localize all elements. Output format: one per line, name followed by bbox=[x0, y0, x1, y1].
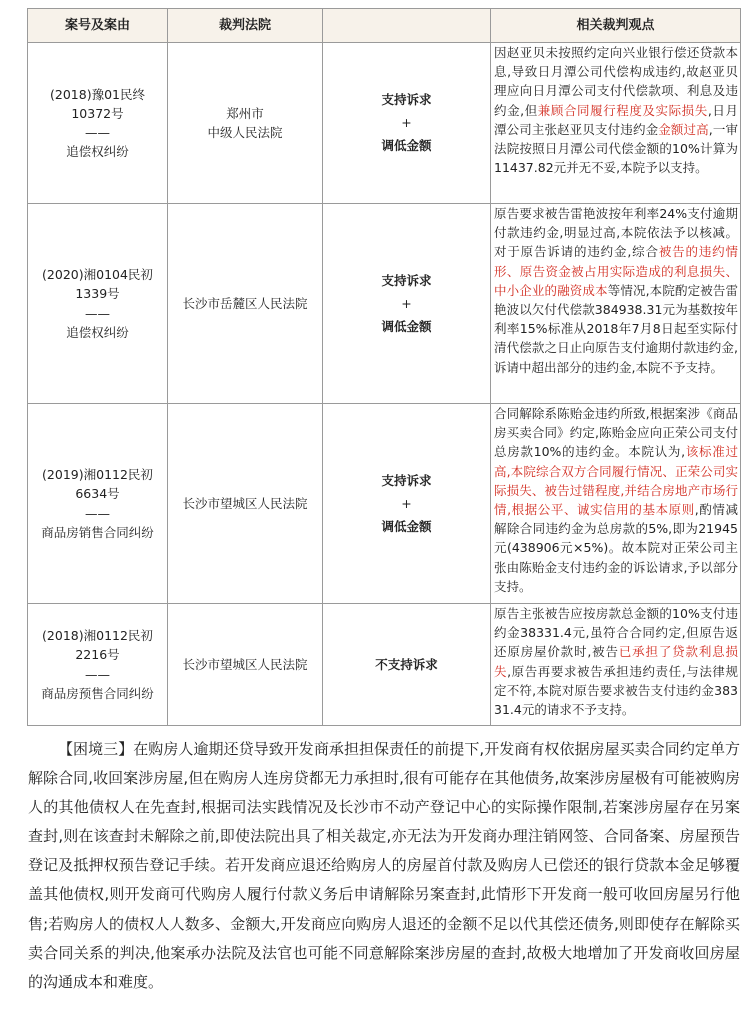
opinion-text: 等情况,本院酌定被告雷艳波以欠付代偿款384938.31元为基数按年利率15%标准从2018年7月8日起至实际付清代偿款之日止向原告支付逾期付款违约金,诉请中超出部分的违约金,本院不予支持。 bbox=[494, 282, 738, 375]
court-cell bbox=[168, 404, 323, 604]
table-row bbox=[28, 604, 741, 726]
result-sub: 调低金额 bbox=[381, 138, 432, 153]
court-name: 长沙市望城区人民法院 bbox=[182, 656, 308, 672]
opinion-text: ,酌情减解除合同违约金为总房款的5%,即为21945元(438906元×5%)。故本院对正荣公司主张由陈贻金支付违约金的诉讼请求,予以部分支持。 bbox=[494, 502, 738, 594]
opinion-highlight: 兼顾合同履行程度及实际损失 bbox=[537, 102, 708, 118]
opinion-cell bbox=[491, 43, 741, 204]
case-cell bbox=[28, 204, 168, 404]
result-plus: + bbox=[401, 495, 412, 511]
case-number: (2019)湘0112民初6634号 bbox=[42, 467, 153, 502]
case-cell bbox=[28, 604, 168, 726]
opinion-cell bbox=[491, 204, 741, 404]
case-table bbox=[27, 8, 741, 726]
result-main: 支持诉求 bbox=[381, 272, 432, 288]
court-name-line1: 郑州市 bbox=[226, 105, 264, 121]
case-cause: 追偿权纠纷 bbox=[66, 324, 129, 340]
table-row bbox=[28, 404, 741, 604]
result-plus: + bbox=[401, 295, 412, 311]
dilemma-paragraph: 【困境三】在购房人逾期还贷导致开发商承担担保责任的前提下,开发商有权依据房屋买卖合同约定单方解除合同,收回案涉房屋,但在购房人连房贷都无力承担时,很有可能存在其他债务,故案涉房屋极有可能被购房人的其他债权人在先查封,根据司法实践情况及长沙市不动产登记中心的实际操作限制,若案涉房屋存在另案查封,则在该查封未解除之前,即使法院出具了相关裁定,亦无法为开发商办理注销网签、合同备案、房屋预告登记及抵押权预告登记手续。若开发商应退还给购房人的房屋首付款及购房人已偿还的银行贷款本金足够覆盖其他债权,则开发商可代购房人履行付款义务后申请解除另案查封,此情形下开发商一般可收回房屋另行他售;若购房人的债权人人数多、金额大,开发商应向购房人退还的金额不足以代其偿还债务,则即使存在解除买卖合同关系的判决,他案承办法院及法官也可能不同意解除案涉房屋的查封,故极大地增加了开发商收回房屋的沟通成本和难度。 bbox=[28, 740, 740, 991]
case-number: (2020)湘0104民初1339号 bbox=[42, 267, 153, 302]
opinion-text: 合同解除系陈贻金违约所致,根据案涉《商品房买卖合同》约定,陈贻金应向正荣公司支付总房款10%的违约金。本院认为, bbox=[494, 406, 738, 460]
opinion-highlight: 金额过高 bbox=[658, 121, 709, 137]
case-cause: 追偿权纠纷 bbox=[66, 144, 129, 160]
case-dash: —— bbox=[85, 125, 110, 140]
result-sub: 调低金额 bbox=[381, 318, 432, 334]
case-dash: —— bbox=[85, 505, 110, 521]
case-dash: —— bbox=[85, 305, 110, 321]
opinion-text: 原告主张被告应按房款总金额的10%支付违约金38331.4元,虽符合合同约定,但原告返还原房屋价款时,被告 bbox=[494, 606, 738, 660]
opinion-text: ,原告再要求被告承担违约责任,与法律规定不符,本院对原告要求被告支付违约金38331.4元的请求不予支持。 bbox=[494, 663, 738, 718]
result-main: 支持诉求 bbox=[381, 472, 432, 488]
court-cell bbox=[168, 604, 323, 726]
result-cell bbox=[323, 43, 491, 204]
opinion-text: 因赵亚贝未按照约定向兴业银行偿还贷款本息,导致日月潭公司代偿构成违约,故赵亚贝理应向日月潭公司支付代偿款项、利息及违约金,但 bbox=[494, 45, 738, 118]
opinion-text: 原告要求被告雷艳波按年利率24%支付逾期付款违约金,明显过高,本院依法予以核减。对于原告诉请的违约金,综合 bbox=[494, 206, 738, 260]
result-cell bbox=[323, 404, 491, 604]
table-row bbox=[28, 204, 741, 404]
opinion-text: ,一审法院按照日月潭公司代偿金额的10%计算为11437.82元并无不妥,本院予以支持。 bbox=[494, 121, 738, 176]
opinion-cell bbox=[491, 404, 741, 604]
case-number: (2018)湘0112民初2216号 bbox=[42, 628, 153, 663]
header-case: 案号及案由 bbox=[28, 9, 168, 43]
court-name: 长沙市望城区人民法院 bbox=[182, 495, 308, 511]
case-dash: —— bbox=[85, 666, 110, 682]
result-plus: + bbox=[401, 115, 412, 130]
opinion-cell bbox=[491, 604, 741, 726]
header-court: 裁判法院 bbox=[168, 9, 323, 43]
case-cause: 商品房销售合同纠纷 bbox=[41, 524, 154, 540]
court-cell bbox=[168, 43, 323, 204]
table-header-row bbox=[28, 9, 741, 43]
header-opinion: 相关裁判观点 bbox=[491, 9, 741, 43]
opinion-text: ,日月潭公司主张赵亚贝支付违约金 bbox=[494, 102, 738, 137]
opinion-highlight: 该标准过高,本院综合双方合同履行情况、正荣公司实际损失、被告过错程度,并结合房地产市场行情,根据公平、诚实信用的基本原则 bbox=[494, 444, 738, 518]
opinion-highlight: 被告的违约情形、原告资金被占用实际造成的利息损失、中小企业的融资成本 bbox=[494, 244, 738, 298]
result-cell bbox=[323, 604, 491, 726]
case-number: (2018)豫01民终10372号 bbox=[50, 86, 145, 121]
court-name: 长沙市岳麓区人民法院 bbox=[182, 295, 308, 311]
result-cell bbox=[323, 204, 491, 404]
result-main: 不支持诉求 bbox=[375, 656, 438, 672]
opinion-highlight: 已承担了贷款利息损失 bbox=[494, 644, 738, 679]
case-cell bbox=[28, 404, 168, 604]
court-name-line2: 中级人民法院 bbox=[207, 125, 283, 140]
table-row bbox=[28, 43, 741, 204]
case-cell bbox=[28, 43, 168, 204]
case-cause: 商品房预售合同纠纷 bbox=[41, 685, 154, 701]
header-result bbox=[323, 9, 491, 43]
court-cell bbox=[168, 204, 323, 404]
result-main: 支持诉求 bbox=[381, 92, 432, 107]
result-sub: 调低金额 bbox=[381, 518, 432, 534]
